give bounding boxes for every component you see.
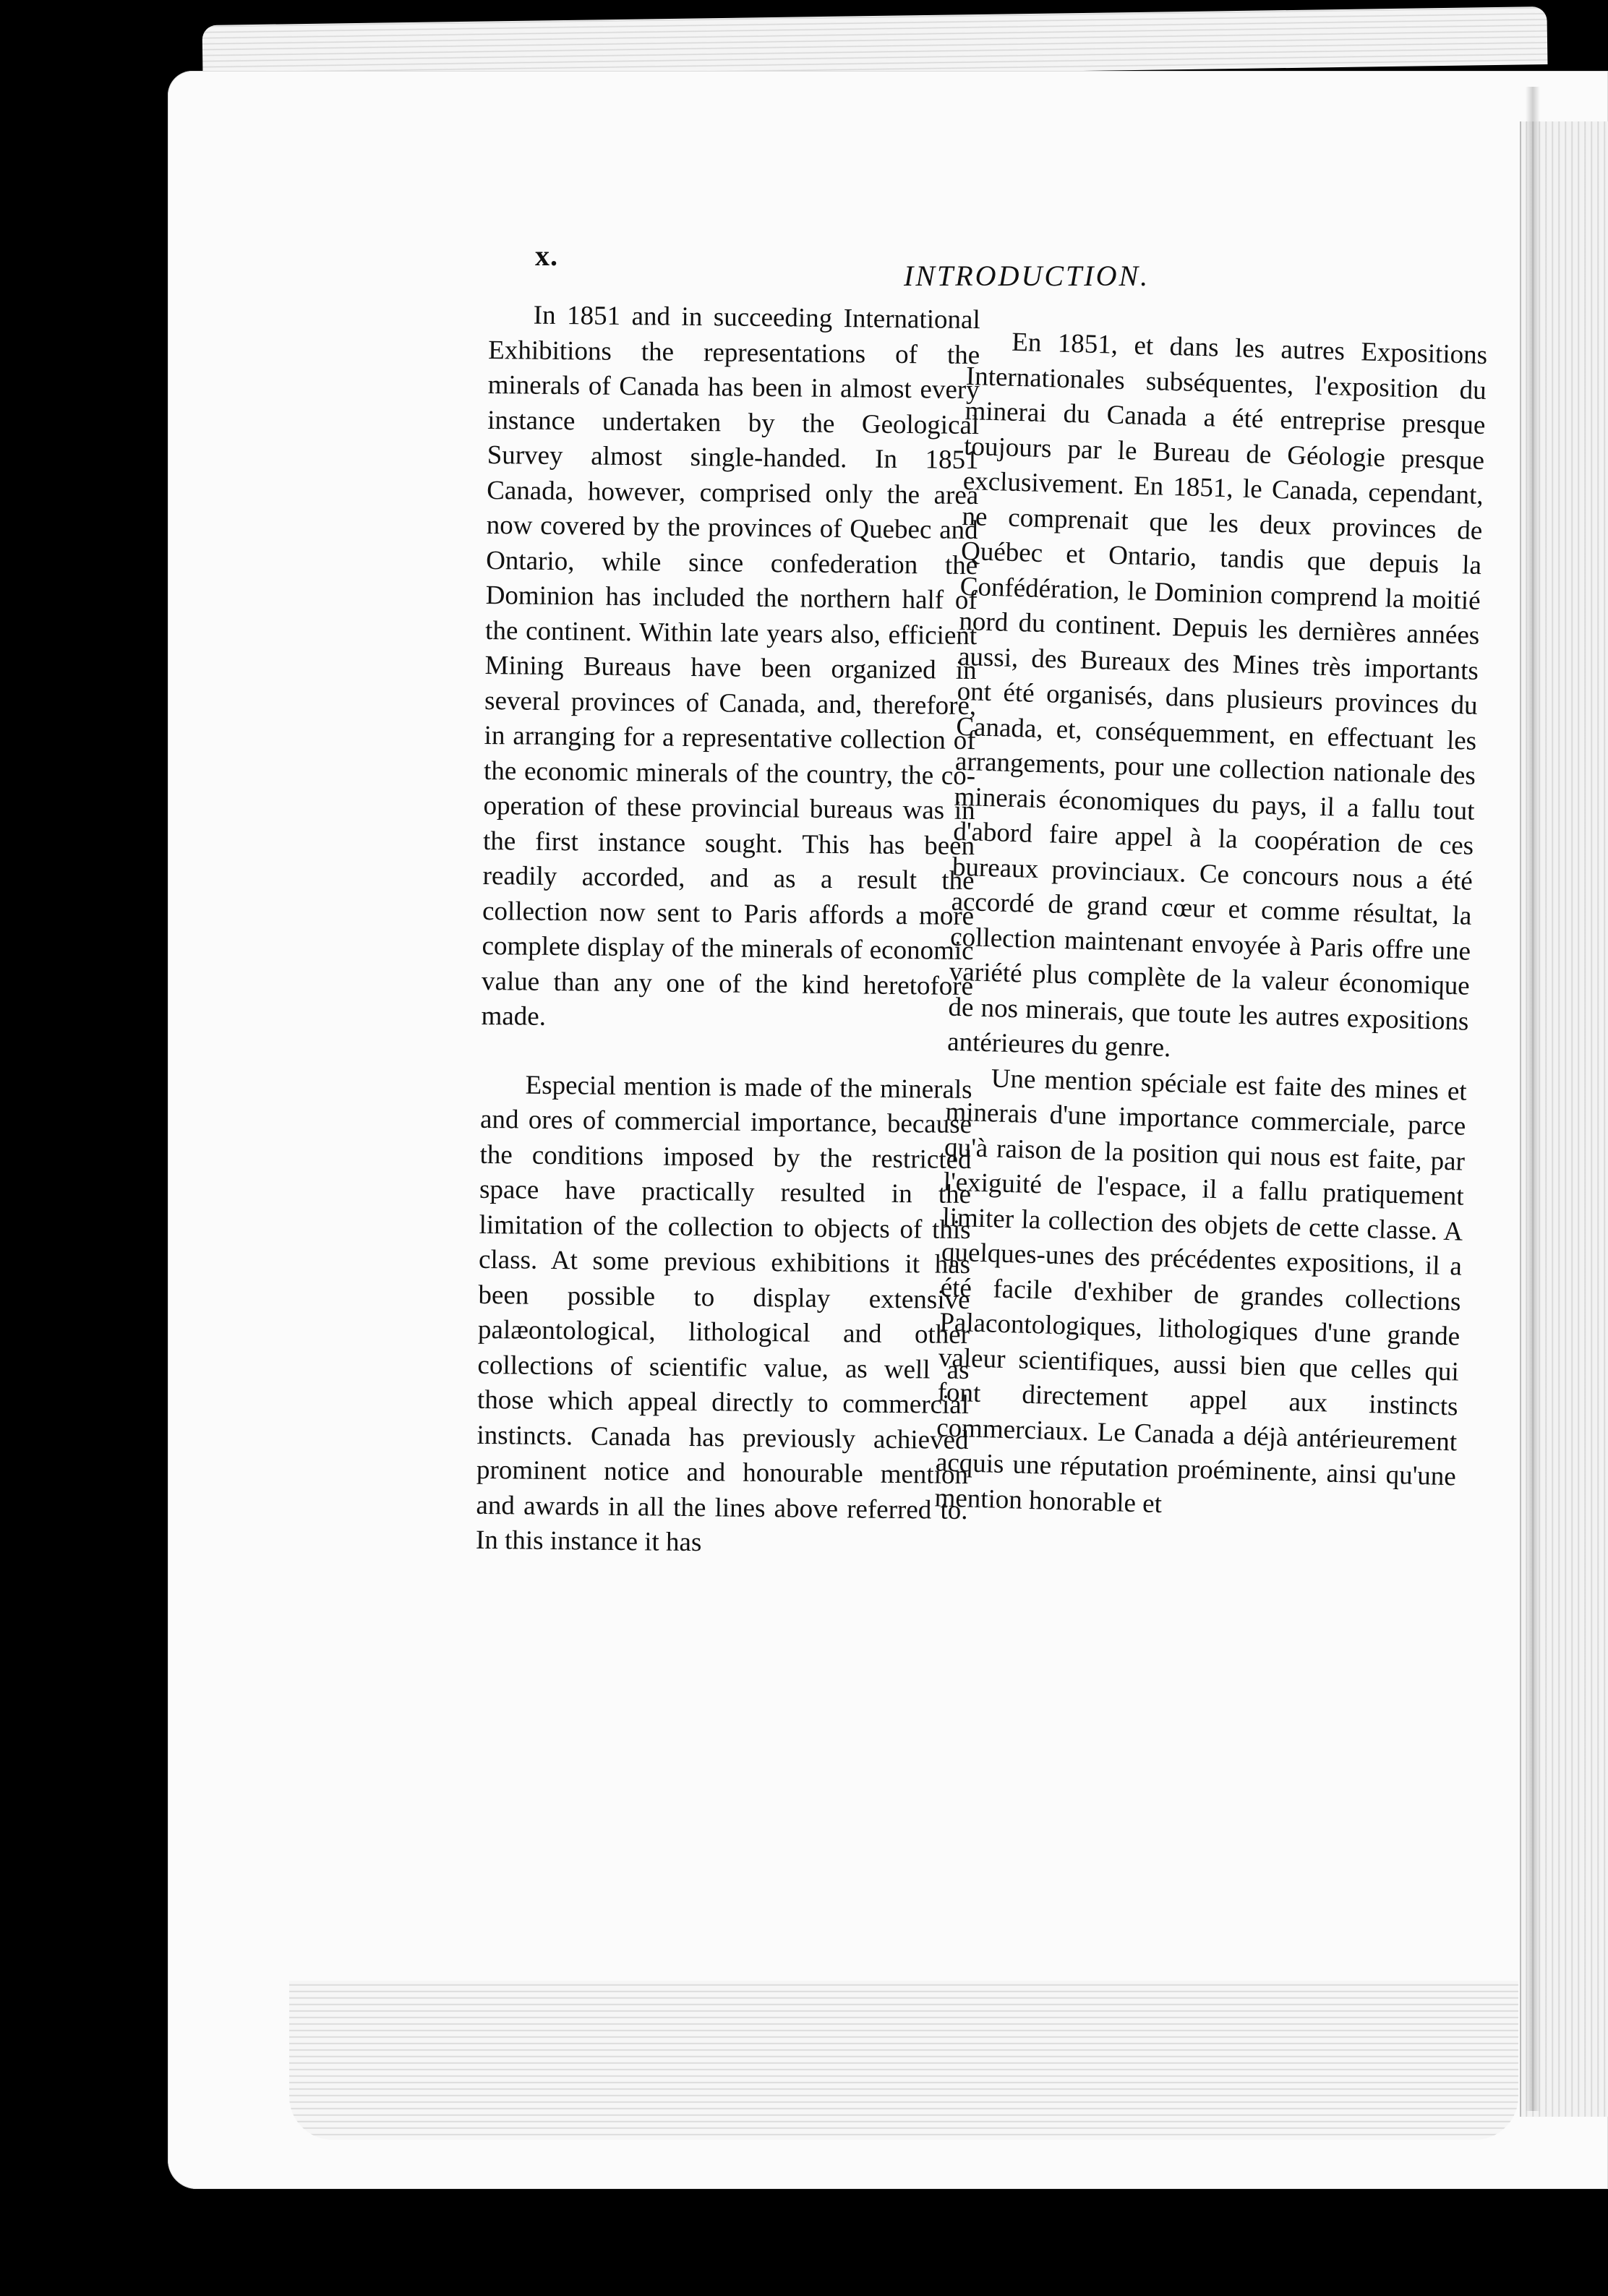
running-head: INTRODUCTION. (904, 260, 1150, 292)
french-column (934, 324, 1488, 1530)
english-column (476, 298, 980, 1564)
page-number: x. (535, 239, 558, 272)
spine-shadow (1526, 87, 1540, 2111)
page-header (535, 230, 1186, 292)
page-stack-bottom-edge (289, 1981, 1518, 2140)
english-paragraph-1: In 1851 and in succeeding International Exhibitions the representations of the minerals of Canada has been in almost every instance undertaken by the Geological Survey almost single-handed. In 1851 Canada, however, comprised only the area now covered by the provinces of Quebec and Ontario, while since confederation the Dominion has included the northern half of the continent. Within late years also, efficient Mining Bureaus have been organized in several provinces of Canada, and, therefore, in arranging for a representative collection of the economic minerals of the country, the co-operation of these provincial bureaus was in the first instance sought. This has been readily accorded, and as a result the collection now sent to Paris affords a more complete display of the minerals of economic value than any one of the kind heretofore made. (481, 300, 980, 1032)
french-paragraph-1: En 1851, et dans les autres Expositions Internationales subséquentes, l'exposition du minerai du Canada a été entreprise presque toujours par le Bureau de Géologie presque exclusivement. En 1851, le Canada, cependant, ne comprenait que les deux provinces de Québec et Ontario, tandis que depuis la Confédération, le Dominion comprend la moitié nord du continent. Depuis les dernières années aussi, des Bureaux des Mines très importants ont été organisés, dans plusieurs provinces du Canada, et, conséquemment, en effectuant les arrangements, pour une collection nationale des minerais économiques du pays, il a fallu tout d'abord faire appel à la coopération de ces bureaux provinciaux. Ce concours nous a été accordé de grand cœur et comme résultat, la collection maintenant envoyée à Paris offre une variété plus complète de la valeur économique de nos minerais, que toute les autres expositions antérieures du genre. (946, 327, 1488, 1063)
french-paragraph-2: Une mention spéciale est faite des mines et minerais d'une importance commerciale, parce qu'à raison de la position qui nous est faite, par l'exiguité de l'espace, il a fallu pratiquement limiter la collection des objets de cette classe. A quelques-unes des précédentes expositions, il a été facile d'exhiber de grandes collections Palacontologiques, lithologiques d'une grande valeur scientifiques, aussi bien que celles qui font directement appel aux instincts commerciaux. Le Canada a déjà antérieurement acquis une réputation proéminente, ainsi qu'une mention honorable et (934, 1063, 1468, 1519)
english-paragraph-2: Especial mention is made of the minerals and ores of commercial importance, because the conditions imposed by the restricted space have practically resulted in the limitation of the collection to objects of this class. At some previous exhibitions it has been possible to display extensive palæontological, lithological and other collections of scientific value, as well as those which appeal directly to commercial instincts. Canada has previously achieved prominent notice and honourable mention and awards in all the lines above referred to. In this instance it has (475, 1070, 972, 1558)
